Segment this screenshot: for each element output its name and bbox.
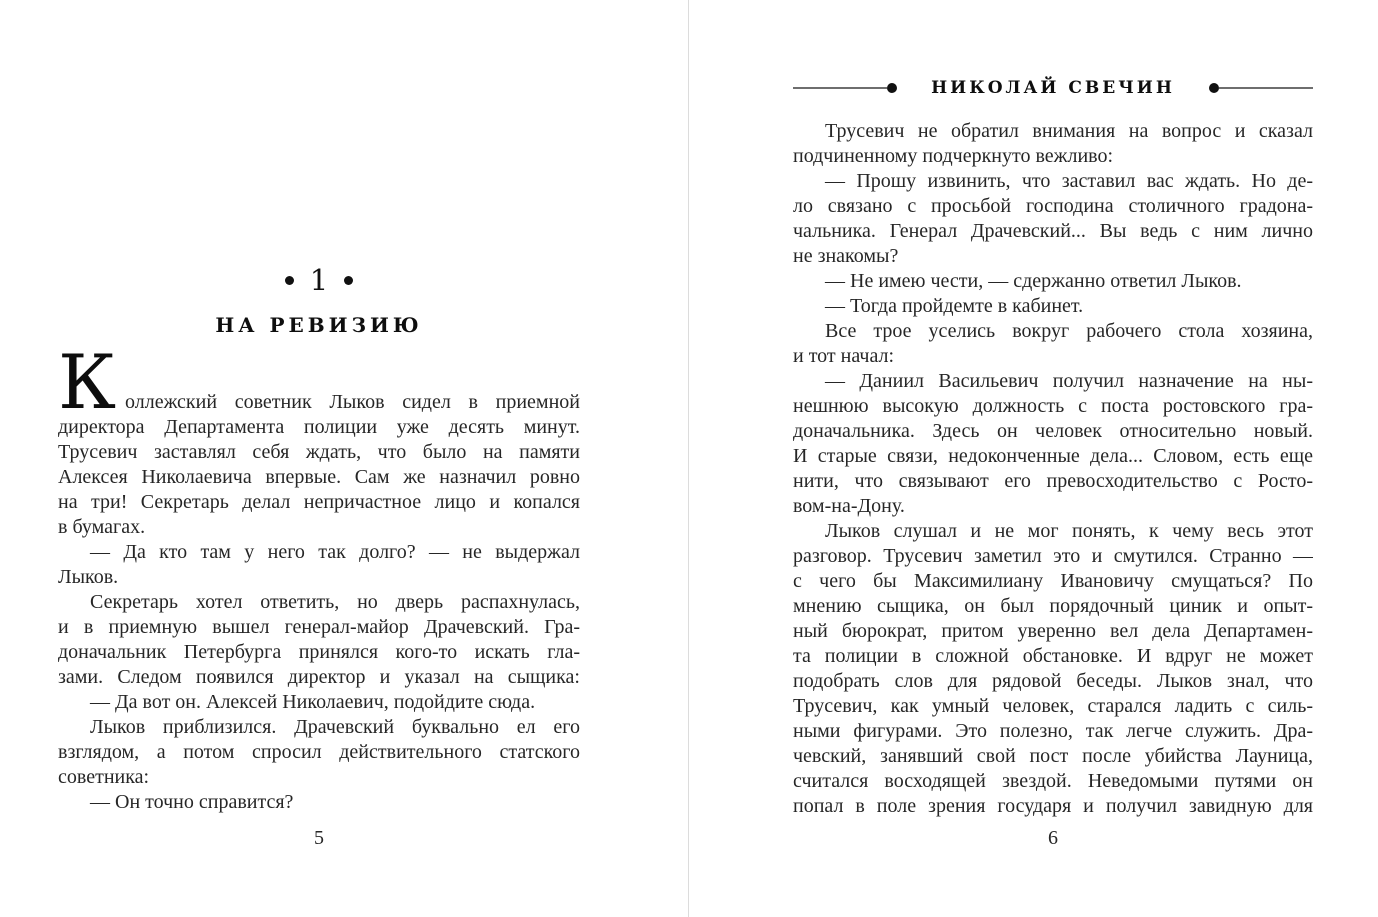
text-line: нешнюю высокую должность с поста ростовского гра- xyxy=(793,395,1313,417)
text-line: — Да кто там у него так долго? — не выдержал xyxy=(90,541,580,563)
ornament-rule-right xyxy=(1219,87,1313,89)
ornament-bullet-icon xyxy=(285,276,294,285)
text-line: Трусевич не обратил внимания на вопрос и сказал xyxy=(825,120,1313,142)
drop-cap: К xyxy=(58,338,117,426)
page-number-right: 6 xyxy=(1048,827,1058,849)
chapter-title: НА РЕВИЗИЮ xyxy=(215,313,423,337)
running-head xyxy=(793,78,1313,98)
text-line: та полиции в сложной обстановке. И вдруг не может xyxy=(793,645,1313,667)
text-line: Лыков слушал и не мог понять, к чему весь этот xyxy=(825,520,1313,542)
text-line: в бумагах. xyxy=(58,516,146,538)
text-line: подобрать слов для рядовой беседы. Лыков знал, что xyxy=(793,670,1313,692)
text-line: доначальника. Здесь он человек относительно новый. xyxy=(793,420,1313,442)
text-line: Все трое уселись вокруг рабочего стола хозяина, xyxy=(825,320,1313,342)
text-line: доначальник Петербурга принялся кого-то искать гла- xyxy=(58,641,580,663)
text-line: ло связано с просьбой господина столичного градона- xyxy=(793,195,1313,217)
text-line: Трусевич, как умный человек, старался ладить с силь- xyxy=(793,695,1313,717)
text-line: оллежский советник Лыков сидел в приемной xyxy=(125,391,580,413)
text-line: мнению сыщика, он был порядочный циник и опыт- xyxy=(793,595,1313,617)
page-divider xyxy=(688,0,689,917)
text-line: подчиненному подчеркнуто вежливо: xyxy=(793,145,1114,167)
text-line: ными фигурами. Это полезно, так легче служить. Дра- xyxy=(793,720,1313,742)
text-line: зами. Следом появился директор и указал на сыщика: xyxy=(58,666,580,688)
body-text-left xyxy=(58,390,580,815)
text-line: чевский, занявший свой пост после убийства Лауница, xyxy=(793,745,1313,767)
text-line: попал в поле зрения государя и получил завидную для xyxy=(793,795,1313,817)
text-line: — Прошу извинить, что заставил вас ждать. Но де- xyxy=(825,170,1313,192)
text-line: и в приемную вышел генерал-майор Драчевский. Гра- xyxy=(58,616,580,638)
ornament-bullet-icon xyxy=(1209,83,1219,93)
page-number-left: 5 xyxy=(314,827,324,849)
text-line: чальника. Генерал Драчевский... Вы ведь с ним лично xyxy=(793,220,1313,242)
text-line: — Он точно справится? xyxy=(90,791,294,813)
text-line: — Даниил Васильевич получил назначение на ны- xyxy=(825,370,1313,392)
ornament-bullet-icon xyxy=(344,276,353,285)
chapter-number-text: 1 xyxy=(309,263,329,297)
text-line: Алексея Николаевича впервые. Сам же назначил ровно xyxy=(58,466,580,488)
text-line: ный бюрократ, притом уверенно вел дела Департамен- xyxy=(793,620,1313,642)
text-line: Лыков. xyxy=(58,566,119,588)
page-right xyxy=(793,0,1313,917)
text-line: считался восходящей звездой. Неведомыми путями он xyxy=(793,770,1313,792)
text-line: Лыков приблизился. Драчевский буквально ел его xyxy=(90,716,580,738)
text-line: советника: xyxy=(58,766,150,788)
text-line: — Да вот он. Алексей Николаевич, подойдите сюда. xyxy=(90,691,536,713)
text-line: Трусевич заставлял себя ждать, что было на памяти xyxy=(58,441,580,463)
text-line: на три! Секретарь делал непричастное лицо и копался xyxy=(58,491,580,513)
text-line: взглядом, а потом спросил действительного статского xyxy=(58,741,580,763)
text-line: нити, что связывают его превосходительство с Росто- xyxy=(793,470,1313,492)
text-line: директора Департамента полиции уже десять минут. xyxy=(58,416,580,438)
text-line: разговор. Трусевич заметил это и смутился. Странно — xyxy=(793,545,1313,567)
text-line: — Тогда пройдемте в кабинет. xyxy=(825,295,1084,317)
text-line: и тот начал: xyxy=(793,345,895,367)
ornament-bullet-icon xyxy=(887,83,897,93)
running-head-author: НИКОЛАЙ СВЕЧИН xyxy=(931,78,1175,98)
ornament-rule-left xyxy=(793,87,887,89)
text-line: И старые связи, недоконченные дела... Словом, есть еще xyxy=(793,445,1313,467)
text-line: вом-на-Дону. xyxy=(793,495,905,517)
page-left xyxy=(58,0,580,917)
text-line: не знакомы? xyxy=(793,245,899,267)
text-line: с чего бы Максимилиану Ивановичу смущаться? По xyxy=(793,570,1313,592)
text-line: Секретарь хотел ответить, но дверь распахнулась, xyxy=(90,591,580,613)
chapter-number xyxy=(58,263,580,297)
body-text-right xyxy=(793,119,1313,819)
text-line: — Не имею чести, — сдержанно ответил Лыков. xyxy=(825,270,1242,292)
